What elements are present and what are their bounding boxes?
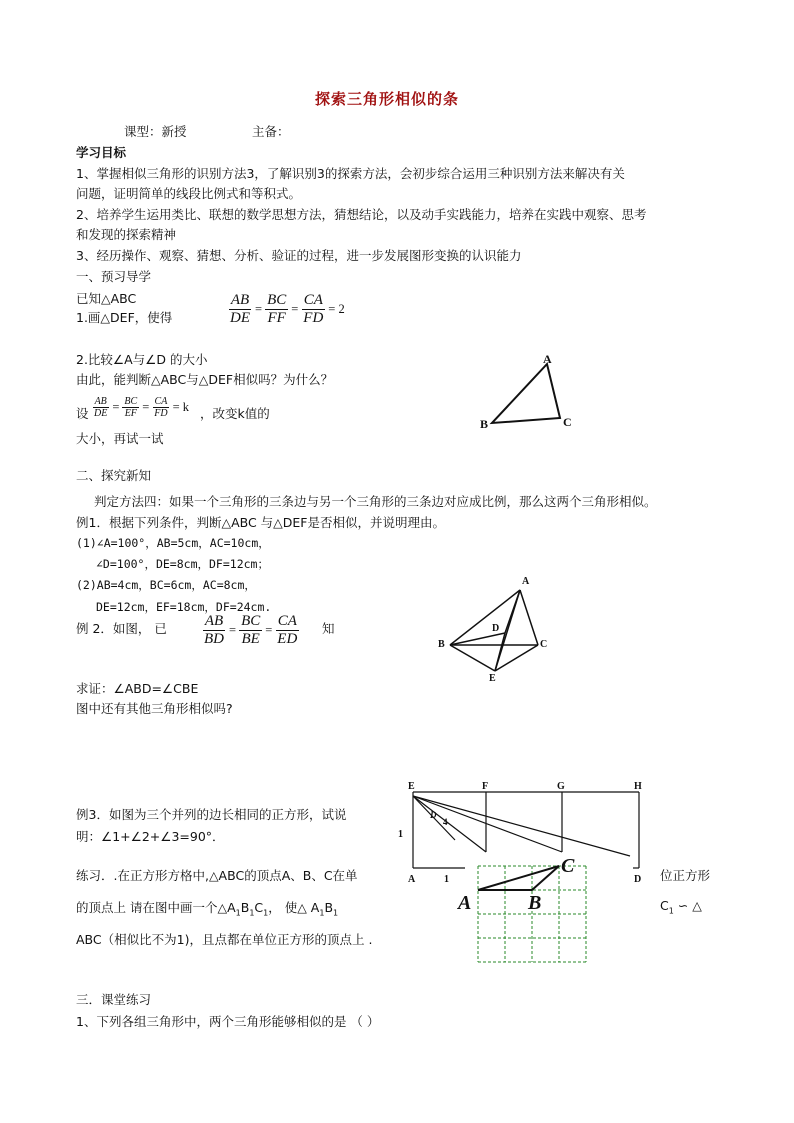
size-try-text: 大小，再试一试 bbox=[76, 431, 164, 446]
fig3-e-label: E bbox=[408, 781, 415, 792]
prove-statement: 求证：∠ABD=∠CBE bbox=[76, 681, 199, 696]
ratio-equation-1: $\frac{AB}{DE}$ = $\frac{BC}{FF}$ = $\frac{CA}{FD}$ = 2 bbox=[230, 292, 345, 326]
condition-2a: (2)AB=4cm，BC=6cm，AC=8cm， bbox=[76, 578, 256, 592]
condition-2b: DE=12cm，EF=18cm，DF=24cm. bbox=[96, 600, 272, 614]
course-type: 课型：新授 bbox=[124, 124, 187, 139]
condition-1a: (1)∠A=100°，AB=5cm，AC=10cm， bbox=[76, 536, 270, 550]
fig2-e-label: E bbox=[489, 673, 496, 684]
fraction: $\frac{BC}{EF}$ bbox=[124, 396, 138, 419]
practice-line-2-end: $C_1$ ∽ △ bbox=[660, 898, 702, 916]
fraction: $\frac{CA}{FD}$ bbox=[303, 292, 324, 326]
change-k-text: ，改变k值的 bbox=[200, 406, 270, 421]
fraction: $\frac{CA}{ED}$ bbox=[277, 613, 298, 647]
step-1: 1.画△DEF，使得 bbox=[76, 310, 173, 325]
let-label: 设 bbox=[76, 406, 89, 421]
fig3-g-label: G bbox=[557, 781, 565, 792]
vertex-c-label: C bbox=[563, 415, 572, 429]
fig3-d-label: D bbox=[634, 874, 642, 885]
example-3-line-2: 明：∠1+∠2+∠3=90°． bbox=[76, 829, 225, 844]
fraction: $\frac{BC}{BE}$ bbox=[241, 613, 261, 647]
grid-triangle-abc bbox=[478, 866, 559, 890]
example-2-prefix: 例 2．如图， 已 bbox=[76, 621, 167, 636]
vertex-a-label: A bbox=[543, 352, 552, 366]
given-triangle: 已知△ABC bbox=[76, 291, 137, 306]
fig2-c-label: C bbox=[540, 639, 548, 650]
other-similar-question: 图中还有其他三角形相似吗? bbox=[76, 701, 233, 716]
condition-1b: ∠D=100°，DE=8cm，DF=12cm； bbox=[96, 557, 269, 571]
fraction: $\frac{AB}{DE}$ bbox=[230, 292, 250, 326]
method-four: 判定方法四：如果一个三角形的三条边与另一个三角形的三条边对应成比例，那么这两个三角形相似。 bbox=[94, 494, 657, 509]
goal-3: 3、经历操作、观察、猜想、分析、验证的过程，进一步发展图形变换的认识能力 bbox=[76, 248, 522, 263]
similarity-question: 由此，能判断△ABC与△DEF相似吗？为什么？ bbox=[76, 372, 334, 387]
grid-b-label: B bbox=[528, 892, 542, 914]
grid-a-label: A bbox=[458, 892, 472, 914]
fig2-a-label: A bbox=[522, 576, 530, 587]
classwork-question-1: 1、下列各组三角形中，两个三角形能够相似的是 （ ） bbox=[76, 1014, 380, 1029]
ratio-equation-3: $\frac{AB}{BD}$ = $\frac{BC}{BE}$ = $\frac{CA}{ED}$ bbox=[204, 613, 298, 647]
fig3-angle-d-label: D bbox=[430, 810, 437, 820]
fig3-side-one-label: 1 bbox=[398, 829, 403, 840]
fig3-a-label: A bbox=[408, 874, 416, 885]
ratio-equation-2: $\frac{AB}{DE}$ = $\frac{BC}{EF}$ = $\frac{CA}{FD}$ = k bbox=[94, 396, 190, 419]
fig2-b-label: B bbox=[438, 639, 445, 650]
practice-line-1-end: 位正方形 bbox=[660, 868, 711, 883]
fig3-bottom-one-label: 1 bbox=[444, 874, 449, 885]
example-1: 例1．根据下列条件，判断△ABC 与△DEF是否相似，并说明理由。 bbox=[76, 515, 446, 530]
fig3-angle-4-label: 4 bbox=[443, 817, 448, 827]
goal-1-line-2: 问题，证明简单的线段比例式和等积式。 bbox=[76, 186, 302, 201]
fraction: $\frac{BC}{FF}$ bbox=[267, 292, 287, 326]
goals-heading: 学习目标 bbox=[76, 145, 127, 160]
explore-heading: 二、探究新知 bbox=[76, 468, 152, 483]
practice-line-2: 的顶点上 请在图中画一个$\triangle A_1B_1C_1$， 使△ $A_1B_1$ bbox=[76, 900, 339, 918]
practice-line-1: 练习．.在正方形方格中,△ABC的顶点A、B、C在单 bbox=[76, 868, 358, 883]
practice-line-3: ABC（相似比不为1)，且点都在单位正方形的顶点上 . bbox=[76, 932, 373, 947]
goal-2-line-1: 2、培养学生运用类比、联想的数学思想方法，猜想结论，以及动手实践能力，培养在实践中观察、思考 bbox=[76, 207, 647, 222]
grid-c-label: C bbox=[561, 855, 575, 877]
step-2: 2.比较∠A与∠D 的大小 bbox=[76, 352, 208, 367]
triangle-abc bbox=[492, 364, 560, 423]
fig2-d-label: D bbox=[492, 623, 500, 634]
example-3-line-1: 例3．如图为三个并列的边长相同的正方形，试说 bbox=[76, 807, 347, 822]
vertex-b-label: B bbox=[480, 417, 489, 431]
figure-abcde bbox=[435, 575, 565, 690]
classwork-heading: 三．课堂练习 bbox=[76, 992, 152, 1007]
fraction: $\frac{CA}{FD}$ bbox=[154, 396, 168, 419]
fraction: $\frac{AB}{DE}$ bbox=[94, 396, 108, 419]
fraction: $\frac{AB}{BD}$ bbox=[204, 613, 224, 647]
page-title: 探索三角形相似的条 bbox=[315, 90, 460, 108]
fig3-h-label: H bbox=[634, 781, 642, 792]
example-2-suffix: 知 bbox=[322, 621, 335, 636]
goal-1-line-1: 1、掌握相似三角形的识别方法3，了解识别3的探索方法，会初步综合运用三种识别方法来解决有关 bbox=[76, 166, 625, 181]
goal-2-line-2: 和发现的探索精神 bbox=[76, 227, 177, 242]
fig3-f-label: F bbox=[482, 781, 489, 792]
preparer: 主备： bbox=[252, 124, 290, 139]
preview-heading: 一、预习导学 bbox=[76, 269, 152, 284]
